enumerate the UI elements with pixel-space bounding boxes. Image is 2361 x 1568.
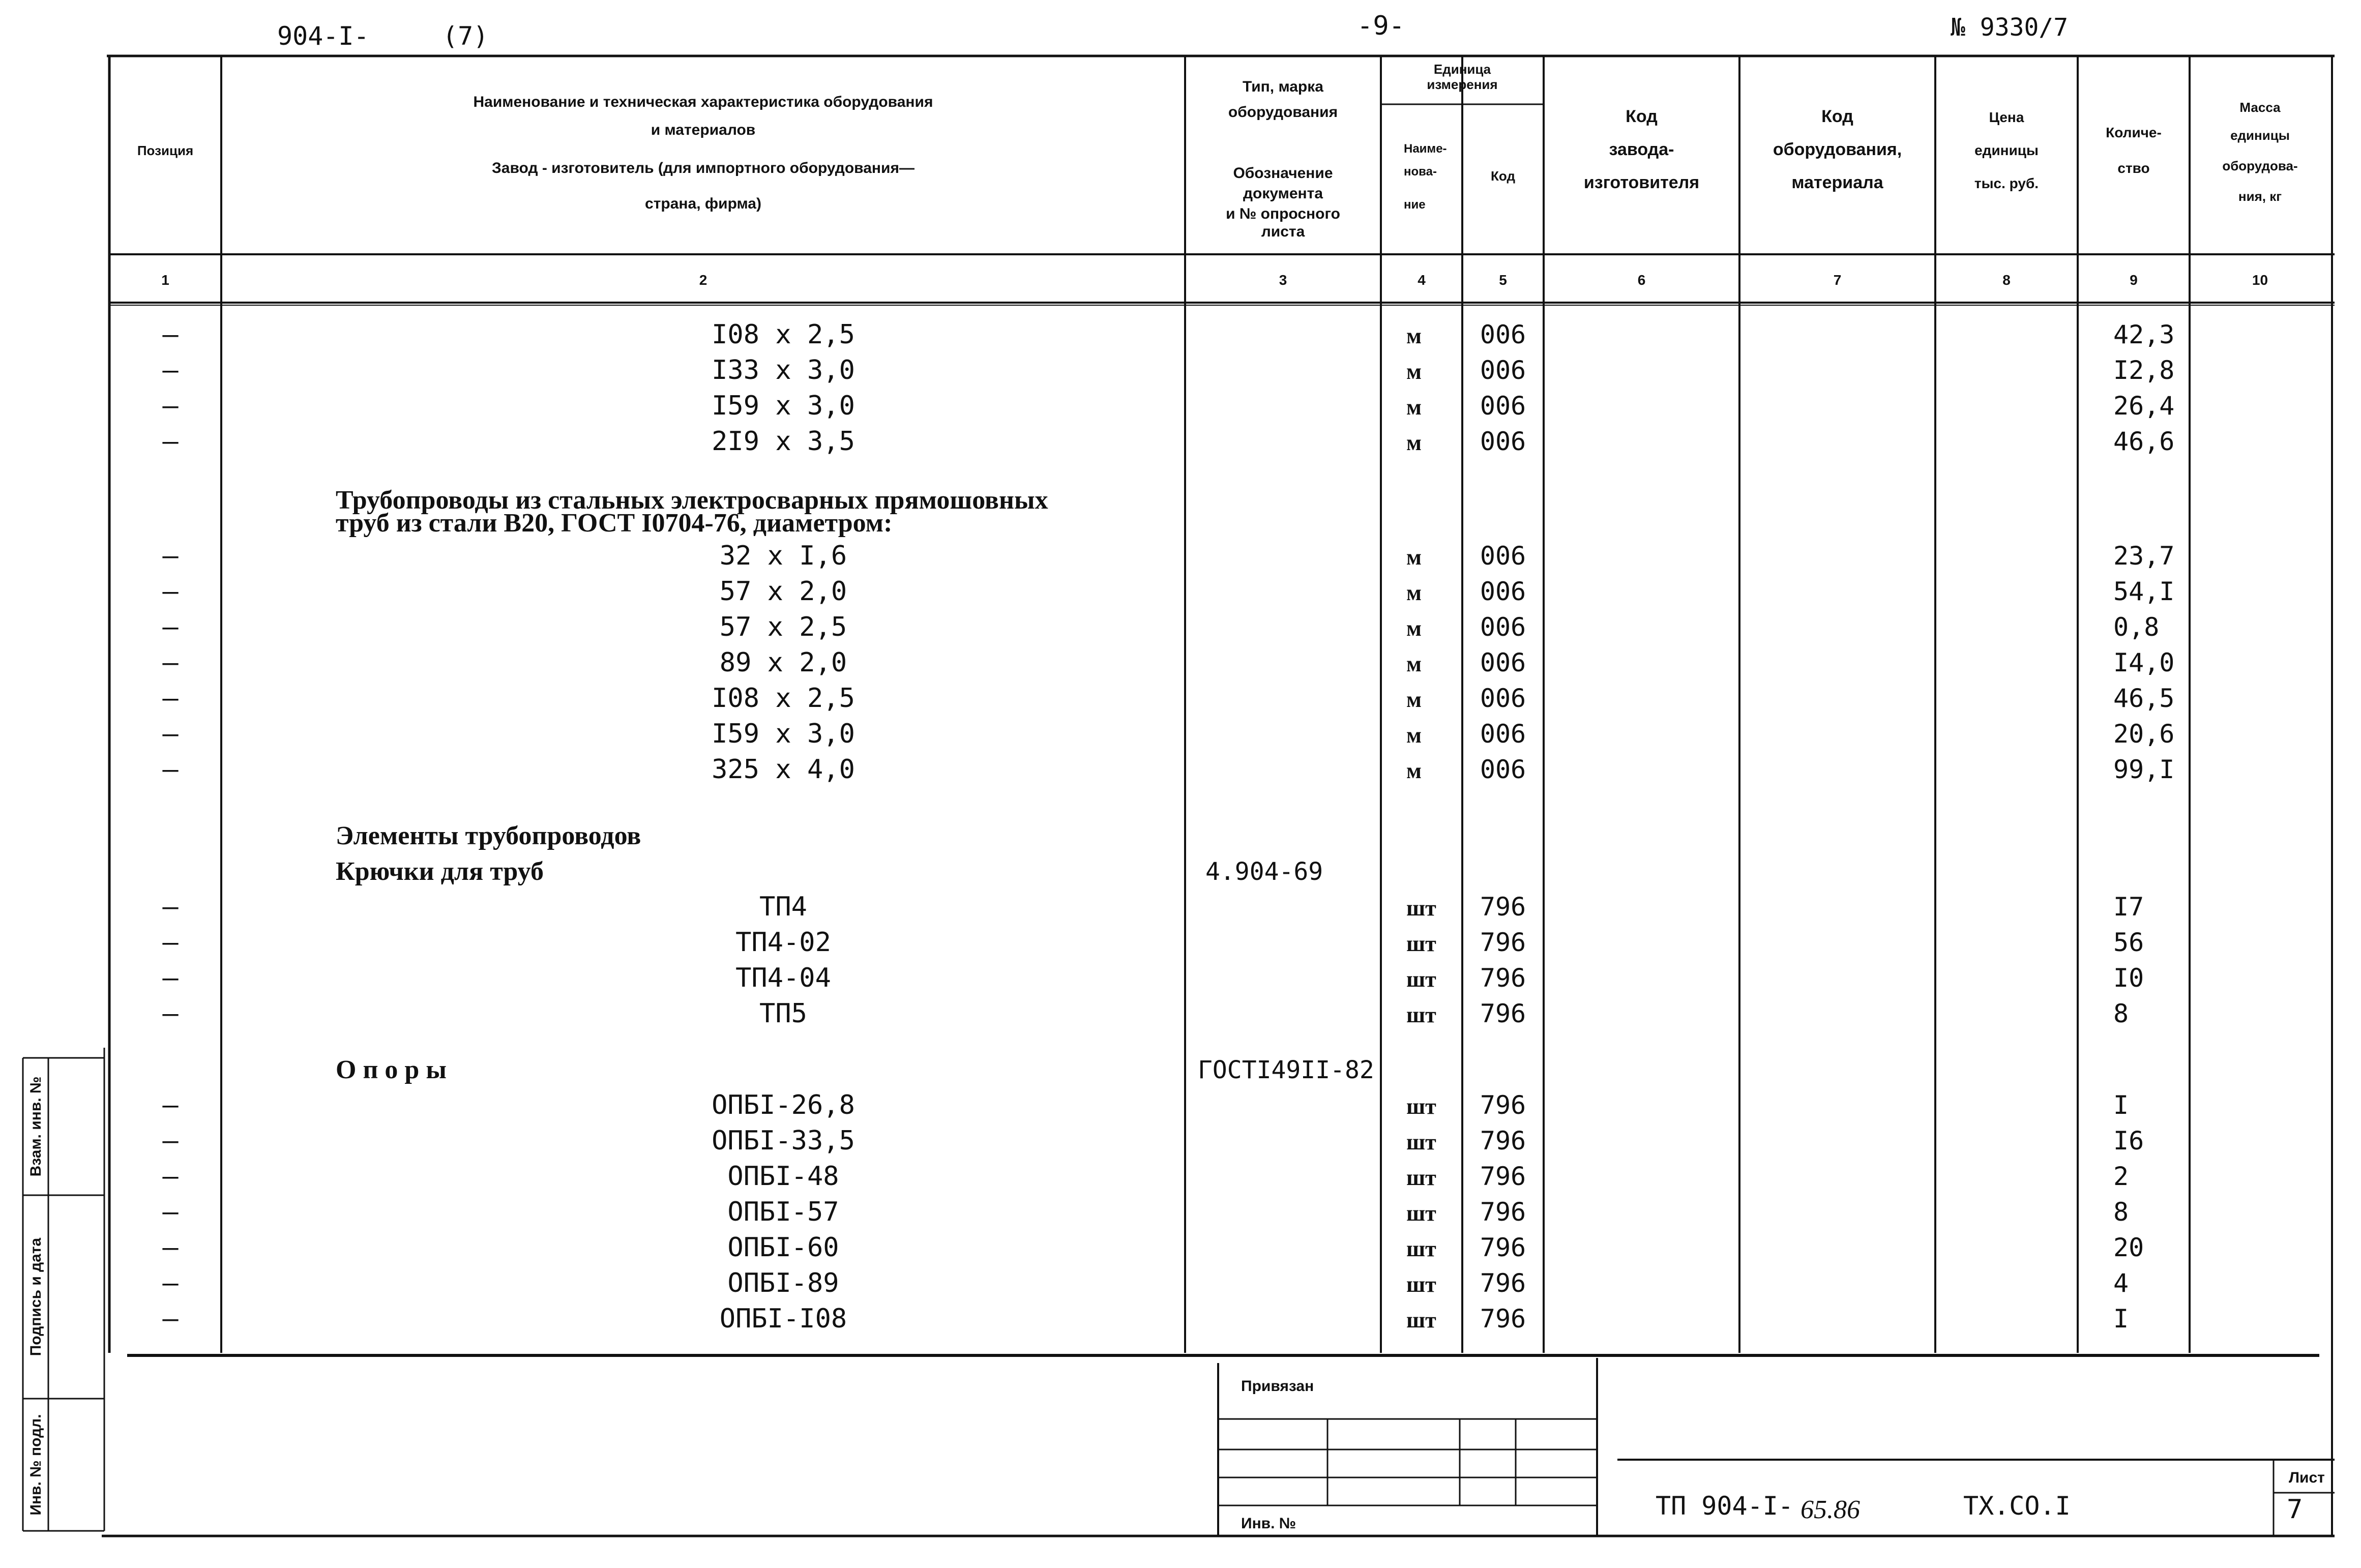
unit-name-cell: шт (1406, 1272, 1436, 1297)
section-title: О п о р ы (336, 1055, 447, 1084)
column-header-text: документа (1243, 185, 1323, 202)
quantity-cell: 20,6 (2113, 719, 2175, 749)
item-name-cell: I08 x 2,5 (712, 683, 855, 714)
item-name-cell: ОПБI-89 (727, 1268, 839, 1298)
unit-name-cell: м (1406, 758, 1422, 783)
position-cell: – (162, 647, 179, 678)
column-number: 9 (2130, 272, 2138, 288)
unit-code-cell: 796 (1480, 963, 1526, 993)
table-row (162, 683, 2174, 714)
item-name-cell: ОПБI-48 (727, 1161, 839, 1192)
side-stamp (27, 1077, 44, 1516)
position-cell: – (162, 719, 179, 749)
position-cell: – (162, 683, 179, 714)
unit-name-cell: шт (1406, 1308, 1436, 1333)
document-code: ТХ.СО.I (1963, 1491, 2071, 1521)
side-stamp-label: Взам. инв. № (27, 1076, 44, 1177)
unit-code-cell: 006 (1480, 391, 1526, 421)
column-number: 5 (1499, 272, 1507, 288)
table-row (162, 1090, 2129, 1120)
item-name-cell: ОПБI-26,8 (712, 1090, 855, 1120)
column-number: 1 (161, 272, 169, 288)
unit-name-cell: м (1406, 430, 1422, 455)
item-name-cell: ТП4-04 (735, 963, 831, 993)
unit-name-cell: шт (1406, 1236, 1436, 1261)
quantity-cell: 26,4 (2113, 391, 2175, 421)
unit-code-cell: 006 (1480, 684, 1526, 713)
unit-code-cell: 006 (1480, 612, 1526, 642)
item-name-cell: 325 x 4,0 (712, 754, 855, 785)
quantity-cell: I (2113, 1304, 2129, 1334)
quantity-cell: I2,8 (2113, 356, 2175, 385)
item-name-cell: ОПБI-57 (727, 1197, 839, 1227)
item-name-cell: 89 x 2,0 (719, 647, 847, 678)
section-title: Трубопроводы из стальных электросварных прямошовных (336, 486, 1048, 515)
item-name-cell: ТП5 (759, 998, 807, 1029)
section-row (336, 509, 892, 538)
position-cell: – (162, 1126, 179, 1156)
quantity-cell: 0,8 (2113, 612, 2160, 642)
unit-name-cell: м (1406, 687, 1422, 712)
table-row (162, 1126, 2144, 1156)
item-name-cell: ТП4-02 (735, 927, 831, 958)
quantity-cell: 8 (2113, 1197, 2129, 1227)
position-cell: – (162, 612, 179, 642)
column-header-text: ние (1404, 198, 1426, 212)
unit-code-cell: 796 (1480, 1197, 1526, 1227)
section-title: Элементы трубопроводов (336, 821, 641, 850)
column-header-text: завода- (1609, 140, 1674, 159)
column-header-text: Позиция (137, 143, 194, 158)
section-title: Крючки для труб (336, 857, 544, 886)
quantity-cell: I6 (2113, 1126, 2144, 1156)
column-header-text: единицы (1974, 142, 2039, 158)
quantity-cell: 4 (2113, 1268, 2129, 1298)
column-number: 7 (1833, 272, 1842, 288)
unit-code-cell: 006 (1480, 427, 1526, 456)
table-row (162, 612, 2159, 642)
section-row (336, 821, 641, 850)
column-number: 6 (1637, 272, 1646, 288)
position-cell: – (162, 927, 179, 958)
unit-code-cell: 796 (1480, 1268, 1526, 1298)
table-row (162, 541, 2174, 571)
column-header-text: Наиме- (1404, 142, 1447, 156)
item-name-cell: I08 x 2,5 (712, 319, 855, 350)
table-row (162, 576, 2174, 607)
unit-name-cell: шт (1406, 1130, 1436, 1155)
table-row (162, 1197, 2129, 1227)
position-cell: – (162, 892, 179, 922)
column-number: 3 (1279, 272, 1287, 288)
quantity-cell: 2 (2113, 1162, 2129, 1191)
column-header-text: и № опросного (1226, 205, 1340, 222)
item-name-cell: ТП4 (759, 892, 807, 922)
table-row (162, 1304, 2129, 1334)
position-cell: – (162, 319, 179, 350)
table-row (162, 1268, 2129, 1298)
side-stamp-label: Инв. № подл. (27, 1414, 44, 1516)
document-ref: 4.904-69 (1205, 857, 1323, 886)
position-cell: – (162, 1304, 179, 1334)
item-name-cell: 57 x 2,0 (719, 576, 847, 607)
unit-name-cell: м (1406, 616, 1422, 641)
item-name-cell: I59 x 3,0 (712, 719, 855, 749)
column-header-text: оборудования, (1773, 140, 1902, 159)
unit-name-cell: шт (1406, 1165, 1436, 1190)
column-header-text: Код (1491, 168, 1515, 184)
table-lines (23, 56, 2335, 1536)
unit-name-cell: м (1406, 545, 1422, 570)
unit-code-cell: 796 (1480, 1090, 1526, 1120)
position-cell: – (162, 754, 179, 785)
table-body (162, 319, 2174, 1334)
table-row (162, 647, 2174, 678)
column-header-text: Количе- (2106, 125, 2162, 140)
position-cell: – (162, 1232, 179, 1263)
unit-code-cell: 006 (1480, 648, 1526, 677)
item-name-cell: ОПБI-33,5 (712, 1126, 855, 1156)
unit-name-cell: м (1406, 652, 1422, 676)
column-header-text: Тип, марка (1243, 78, 1323, 95)
unit-code-cell: 796 (1480, 999, 1526, 1028)
unit-code-cell: 006 (1480, 577, 1526, 606)
unit-code-cell: 006 (1480, 755, 1526, 784)
position-cell: – (162, 1268, 179, 1298)
item-name-cell: ОПБI-60 (727, 1232, 839, 1263)
quantity-cell: I7 (2113, 892, 2144, 922)
unit-code-cell: 006 (1480, 541, 1526, 571)
column-header-text: Наименование и техническая характеристика оборудования (473, 94, 933, 110)
column-number: 10 (2252, 272, 2268, 288)
column-header-text: страна, фирма) (645, 195, 761, 212)
table-row (162, 426, 2174, 457)
drawing-code-handwritten: 65.86 (1801, 1495, 1860, 1524)
column-header-text: и материалов (651, 122, 756, 138)
column-numbers (161, 272, 2268, 288)
section-title: труб из стали В20, ГОСТ I0704-76, диаметром: (336, 509, 893, 538)
column-header-text: Обозначение (1233, 165, 1333, 182)
document-number: № 9330/7 (1951, 13, 2069, 42)
position-cell: – (162, 391, 179, 421)
sheet-number: 7 (2287, 1494, 2303, 1525)
column-number: 8 (2002, 272, 2011, 288)
inventory-label: Инв. № (1241, 1515, 1296, 1532)
part-label: (7) (442, 21, 489, 51)
table-header (137, 62, 2298, 240)
quantity-cell: 8 (2113, 999, 2129, 1028)
unit-code-cell: 796 (1480, 928, 1526, 957)
table-row (162, 319, 2174, 350)
position-cell: – (162, 963, 179, 993)
unit-name-cell: шт (1406, 931, 1436, 956)
column-header-text: оборудования (1228, 104, 1338, 121)
unit-code-cell: 796 (1480, 892, 1526, 922)
unit-name-cell: м (1406, 580, 1422, 605)
page-number: -9- (1357, 11, 1405, 41)
linked-label: Привязан (1241, 1378, 1314, 1395)
document-ref: ГОСТI49II-82 (1198, 1056, 1374, 1084)
unit-name-cell: шт (1406, 967, 1436, 992)
table-row (162, 719, 2174, 749)
title-block (1241, 1378, 2325, 1532)
unit-name-cell: шт (1406, 1094, 1436, 1119)
unit-code-cell: 796 (1480, 1126, 1526, 1156)
position-cell: – (162, 541, 179, 571)
quantity-cell: I (2113, 1090, 2129, 1120)
table-row (162, 1161, 2129, 1192)
unit-code-cell: 006 (1480, 719, 1526, 749)
table-row (162, 892, 2144, 922)
unit-name-cell: шт (1406, 1201, 1436, 1226)
quantity-cell: 99,I (2113, 755, 2175, 784)
column-header-text: ство (2117, 160, 2150, 176)
unit-name-cell: шт (1406, 896, 1436, 921)
column-header-text: единицы (2230, 128, 2290, 143)
unit-name-cell: м (1406, 723, 1422, 748)
unit-name-cell: м (1406, 359, 1422, 384)
column-header-text: тыс. руб. (1974, 175, 2039, 191)
table-row (162, 391, 2174, 421)
unit-code-cell: 796 (1480, 1162, 1526, 1191)
unit-code-cell: 796 (1480, 1304, 1526, 1334)
position-cell: – (162, 576, 179, 607)
table-row (162, 927, 2144, 958)
side-stamp-label: Подпись и дата (27, 1237, 44, 1356)
unit-code-cell: 796 (1480, 1233, 1526, 1262)
column-header-text: изготовителя (1583, 173, 1700, 192)
column-header-text: листа (1261, 223, 1305, 240)
item-name-cell: 32 x I,6 (719, 541, 847, 571)
position-cell: – (162, 1197, 179, 1227)
column-header-text: Код (1626, 107, 1658, 126)
position-cell: – (162, 1090, 179, 1120)
position-cell: – (162, 1161, 179, 1192)
quantity-cell: 56 (2113, 928, 2144, 957)
column-header-text: ния, кг (2238, 189, 2282, 204)
series-label: 904-I- (277, 21, 369, 51)
column-header-text: материала (1791, 173, 1883, 192)
item-name-cell: I59 x 3,0 (712, 391, 855, 421)
quantity-cell: I4,0 (2113, 648, 2175, 677)
position-cell: – (162, 998, 179, 1029)
unit-group-header: Единица (1433, 62, 1491, 77)
unit-name-cell: м (1406, 395, 1422, 420)
table-row (162, 754, 2174, 785)
column-header-text: Завод - изготовитель (для импортного оборудования— (492, 160, 914, 176)
table-row (162, 1232, 2144, 1263)
table-row (162, 963, 2144, 993)
column-header-text: нова- (1404, 165, 1437, 179)
unit-code-cell: 006 (1480, 356, 1526, 385)
item-name-cell: I33 x 3,0 (712, 355, 855, 386)
drawing-code-prefix: ТП 904-I- (1656, 1491, 1793, 1521)
item-name-cell: ОПБI-I08 (719, 1304, 847, 1334)
quantity-cell: 54,I (2113, 577, 2175, 606)
column-number: 4 (1418, 272, 1426, 288)
item-name-cell: 2I9 x 3,5 (712, 426, 855, 457)
quantity-cell: 42,3 (2113, 320, 2175, 349)
unit-name-cell: шт (1406, 1002, 1436, 1027)
quantity-cell: 23,7 (2113, 541, 2175, 571)
column-header-text: Цена (1989, 109, 2024, 125)
quantity-cell: 46,6 (2113, 427, 2175, 456)
column-header-text: Масса (2239, 100, 2281, 115)
section-row (336, 857, 1323, 886)
table-row (162, 355, 2174, 386)
quantity-cell: 46,5 (2113, 684, 2175, 713)
section-row (336, 1055, 1374, 1084)
item-name-cell: 57 x 2,5 (719, 612, 847, 642)
unit-group-header: измерения (1427, 77, 1498, 92)
unit-code-cell: 006 (1480, 320, 1526, 349)
column-header-text: оборудова- (2222, 158, 2298, 173)
position-cell: – (162, 355, 179, 386)
position-cell: – (162, 426, 179, 457)
table-row (162, 998, 2129, 1029)
quantity-cell: I0 (2113, 963, 2144, 993)
column-header-text: Код (1821, 107, 1853, 126)
unit-name-cell: м (1406, 323, 1422, 348)
column-number: 2 (699, 272, 707, 288)
sheet-label: Лист (2289, 1469, 2325, 1486)
quantity-cell: 20 (2113, 1233, 2144, 1262)
